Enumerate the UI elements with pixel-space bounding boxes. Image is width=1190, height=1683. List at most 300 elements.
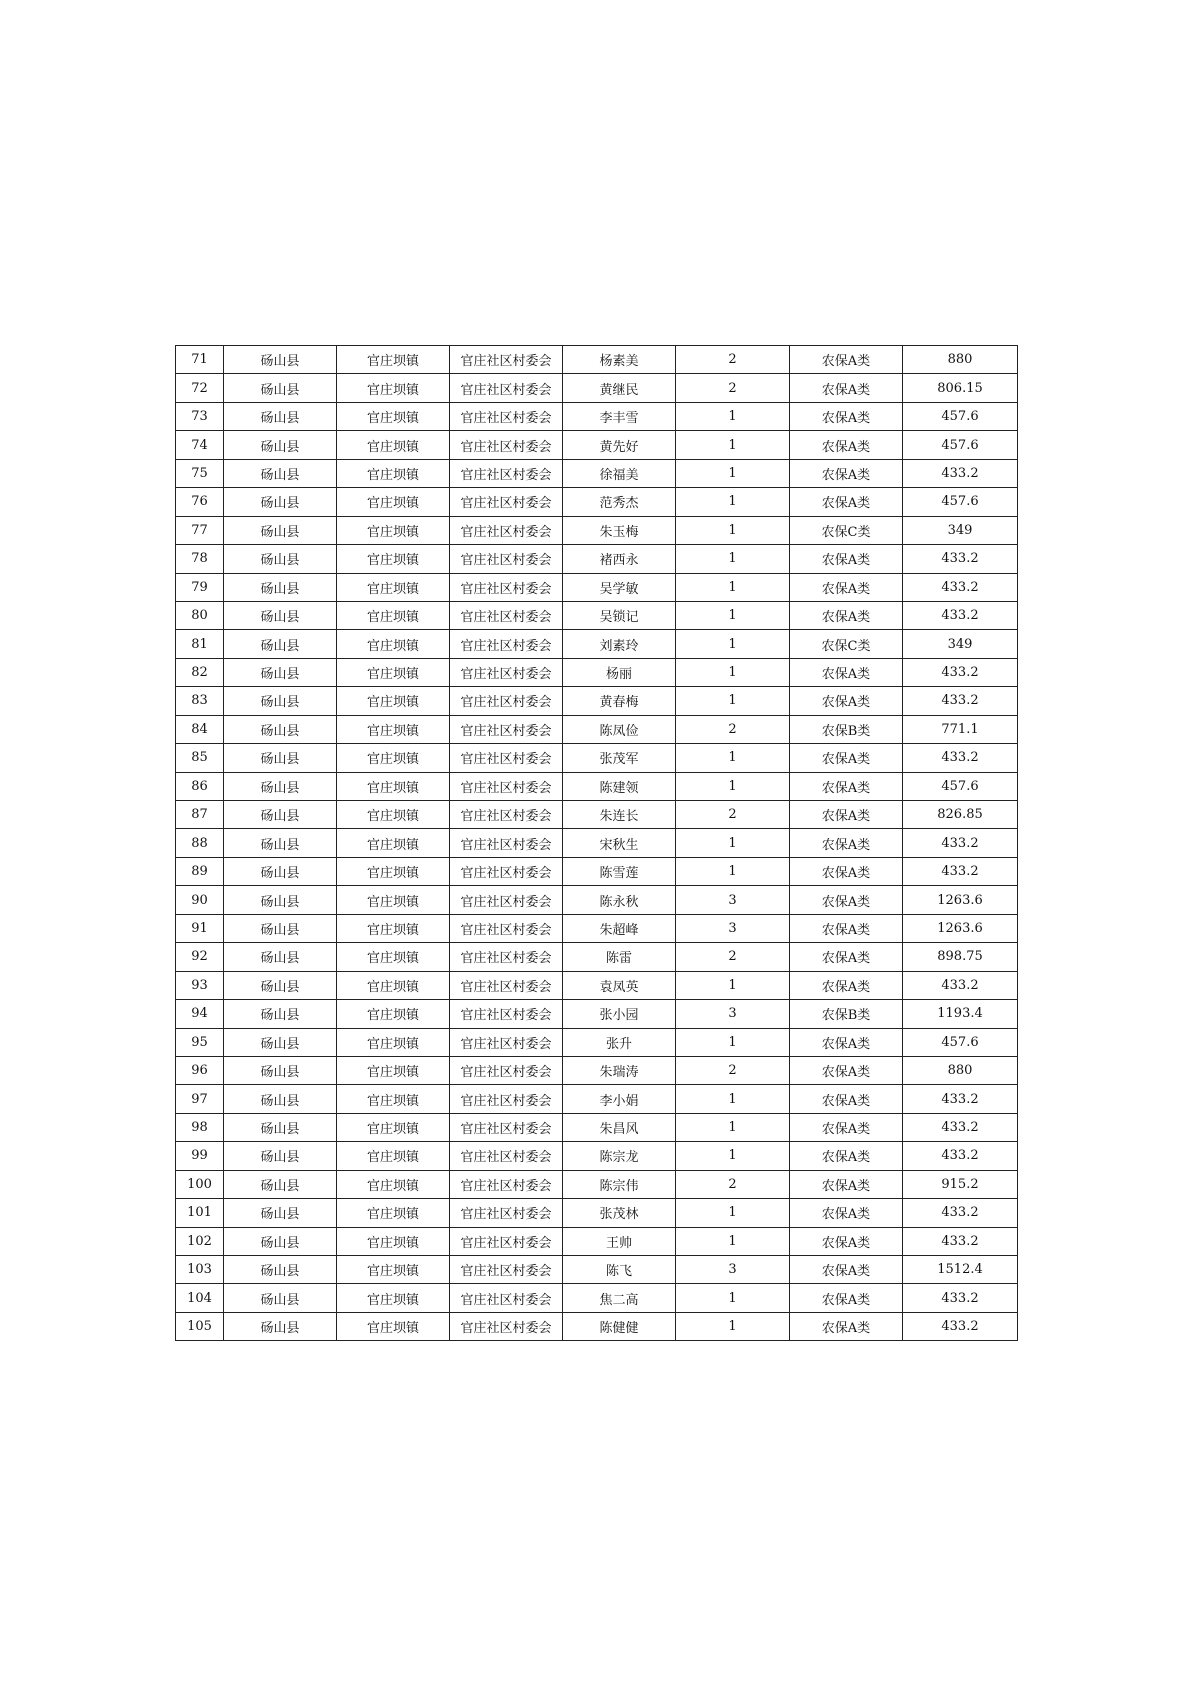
category-cell: 农保A类 [790, 431, 903, 459]
name-cell: 朱昌风 [563, 1113, 676, 1141]
village-committee-cell: 官庄社区村委会 [450, 1085, 563, 1113]
amount-cell: 433.2 [903, 658, 1018, 686]
row-number-cell: 87 [176, 801, 224, 829]
town-cell: 官庄坝镇 [337, 1056, 450, 1084]
category-cell: 农保A类 [790, 374, 903, 402]
row-number-cell: 102 [176, 1227, 224, 1255]
town-cell: 官庄坝镇 [337, 1085, 450, 1113]
category-cell: 农保A类 [790, 886, 903, 914]
name-cell: 吴学敏 [563, 573, 676, 601]
village-committee-cell: 官庄社区村委会 [450, 715, 563, 743]
amount-cell: 880 [903, 1056, 1018, 1084]
table-row [176, 601, 1018, 629]
roster-table-body [176, 346, 1018, 1341]
name-cell: 袁凤英 [563, 971, 676, 999]
category-cell: 农保A类 [790, 772, 903, 800]
county-cell: 砀山县 [224, 346, 337, 374]
table-row [176, 1085, 1018, 1113]
name-cell: 宋秋生 [563, 829, 676, 857]
household-size-cell: 2 [676, 943, 790, 971]
category-cell: 农保A类 [790, 1113, 903, 1141]
amount-cell: 457.6 [903, 431, 1018, 459]
village-committee-cell: 官庄社区村委会 [450, 459, 563, 487]
county-cell: 砀山县 [224, 488, 337, 516]
town-cell: 官庄坝镇 [337, 772, 450, 800]
household-size-cell: 1 [676, 1199, 790, 1227]
row-number-cell: 88 [176, 829, 224, 857]
name-cell: 徐福美 [563, 459, 676, 487]
row-number-cell: 90 [176, 886, 224, 914]
name-cell: 李丰雪 [563, 402, 676, 430]
name-cell: 黄先好 [563, 431, 676, 459]
name-cell: 张茂军 [563, 744, 676, 772]
household-size-cell: 1 [676, 971, 790, 999]
amount-cell: 433.2 [903, 1227, 1018, 1255]
village-committee-cell: 官庄社区村委会 [450, 1056, 563, 1084]
amount-cell: 433.2 [903, 687, 1018, 715]
household-size-cell: 3 [676, 914, 790, 942]
table-row [176, 857, 1018, 885]
household-size-cell: 1 [676, 516, 790, 544]
amount-cell: 433.2 [903, 1199, 1018, 1227]
name-cell: 陈宗龙 [563, 1142, 676, 1170]
town-cell: 官庄坝镇 [337, 1256, 450, 1284]
table-row [176, 573, 1018, 601]
household-size-cell: 1 [676, 459, 790, 487]
name-cell: 陈宗伟 [563, 1170, 676, 1198]
row-number-cell: 94 [176, 1000, 224, 1028]
table-row [176, 971, 1018, 999]
county-cell: 砀山县 [224, 545, 337, 573]
table-row [176, 545, 1018, 573]
town-cell: 官庄坝镇 [337, 1284, 450, 1312]
table-row [176, 431, 1018, 459]
household-size-cell: 2 [676, 801, 790, 829]
table-row [176, 1256, 1018, 1284]
row-number-cell: 83 [176, 687, 224, 715]
village-committee-cell: 官庄社区村委会 [450, 374, 563, 402]
table-row [176, 943, 1018, 971]
town-cell: 官庄坝镇 [337, 1028, 450, 1056]
category-cell: 农保A类 [790, 687, 903, 715]
household-size-cell: 1 [676, 1113, 790, 1141]
name-cell: 杨丽 [563, 658, 676, 686]
household-size-cell: 1 [676, 1312, 790, 1340]
town-cell: 官庄坝镇 [337, 459, 450, 487]
amount-cell: 457.6 [903, 1028, 1018, 1056]
household-size-cell: 1 [676, 630, 790, 658]
category-cell: 农保A类 [790, 658, 903, 686]
row-number-cell: 76 [176, 488, 224, 516]
name-cell: 焦二高 [563, 1284, 676, 1312]
name-cell: 张小园 [563, 1000, 676, 1028]
town-cell: 官庄坝镇 [337, 1113, 450, 1141]
village-committee-cell: 官庄社区村委会 [450, 516, 563, 544]
row-number-cell: 98 [176, 1113, 224, 1141]
row-number-cell: 79 [176, 573, 224, 601]
name-cell: 朱玉梅 [563, 516, 676, 544]
amount-cell: 433.2 [903, 1312, 1018, 1340]
name-cell: 陈雷 [563, 943, 676, 971]
category-cell: 农保A类 [790, 829, 903, 857]
village-committee-cell: 官庄社区村委会 [450, 545, 563, 573]
row-number-cell: 105 [176, 1312, 224, 1340]
table-row [176, 801, 1018, 829]
category-cell: 农保C类 [790, 516, 903, 544]
village-committee-cell: 官庄社区村委会 [450, 431, 563, 459]
row-number-cell: 85 [176, 744, 224, 772]
village-committee-cell: 官庄社区村委会 [450, 886, 563, 914]
name-cell: 黄春梅 [563, 687, 676, 715]
row-number-cell: 96 [176, 1056, 224, 1084]
village-committee-cell: 官庄社区村委会 [450, 573, 563, 601]
name-cell: 范秀杰 [563, 488, 676, 516]
town-cell: 官庄坝镇 [337, 516, 450, 544]
household-size-cell: 3 [676, 1000, 790, 1028]
county-cell: 砀山县 [224, 801, 337, 829]
table-row [176, 1056, 1018, 1084]
category-cell: 农保A类 [790, 801, 903, 829]
village-committee-cell: 官庄社区村委会 [450, 346, 563, 374]
amount-cell: 433.2 [903, 1113, 1018, 1141]
household-size-cell: 1 [676, 772, 790, 800]
household-size-cell: 1 [676, 1085, 790, 1113]
row-number-cell: 81 [176, 630, 224, 658]
amount-cell: 433.2 [903, 829, 1018, 857]
table-row [176, 630, 1018, 658]
household-size-cell: 1 [676, 402, 790, 430]
amount-cell: 826.85 [903, 801, 1018, 829]
village-committee-cell: 官庄社区村委会 [450, 829, 563, 857]
category-cell: 农保A类 [790, 1085, 903, 1113]
town-cell: 官庄坝镇 [337, 914, 450, 942]
roster-table [175, 345, 1018, 1341]
village-committee-cell: 官庄社区村委会 [450, 1284, 563, 1312]
amount-cell: 806.15 [903, 374, 1018, 402]
name-cell: 褚西永 [563, 545, 676, 573]
village-committee-cell: 官庄社区村委会 [450, 971, 563, 999]
category-cell: 农保A类 [790, 1170, 903, 1198]
row-number-cell: 82 [176, 658, 224, 686]
town-cell: 官庄坝镇 [337, 601, 450, 629]
household-size-cell: 1 [676, 431, 790, 459]
county-cell: 砀山县 [224, 914, 337, 942]
town-cell: 官庄坝镇 [337, 1312, 450, 1340]
town-cell: 官庄坝镇 [337, 715, 450, 743]
county-cell: 砀山县 [224, 715, 337, 743]
table-row [176, 402, 1018, 430]
category-cell: 农保A类 [790, 346, 903, 374]
amount-cell: 433.2 [903, 573, 1018, 601]
county-cell: 砀山县 [224, 1028, 337, 1056]
household-size-cell: 1 [676, 488, 790, 516]
village-committee-cell: 官庄社区村委会 [450, 1227, 563, 1255]
amount-cell: 880 [903, 346, 1018, 374]
amount-cell: 433.2 [903, 459, 1018, 487]
household-size-cell: 2 [676, 374, 790, 402]
amount-cell: 433.2 [903, 744, 1018, 772]
row-number-cell: 72 [176, 374, 224, 402]
household-size-cell: 3 [676, 1256, 790, 1284]
village-committee-cell: 官庄社区村委会 [450, 402, 563, 430]
name-cell: 张茂林 [563, 1199, 676, 1227]
county-cell: 砀山县 [224, 1056, 337, 1084]
household-size-cell: 2 [676, 1170, 790, 1198]
amount-cell: 457.6 [903, 402, 1018, 430]
table-row [176, 1028, 1018, 1056]
county-cell: 砀山县 [224, 971, 337, 999]
table-row [176, 1312, 1018, 1340]
table-row [176, 459, 1018, 487]
name-cell: 陈飞 [563, 1256, 676, 1284]
village-committee-cell: 官庄社区村委会 [450, 630, 563, 658]
category-cell: 农保A类 [790, 1199, 903, 1227]
amount-cell: 433.2 [903, 971, 1018, 999]
row-number-cell: 92 [176, 943, 224, 971]
row-number-cell: 93 [176, 971, 224, 999]
village-committee-cell: 官庄社区村委会 [450, 1312, 563, 1340]
name-cell: 李小娟 [563, 1085, 676, 1113]
town-cell: 官庄坝镇 [337, 687, 450, 715]
county-cell: 砀山县 [224, 829, 337, 857]
county-cell: 砀山县 [224, 1142, 337, 1170]
name-cell: 黄继民 [563, 374, 676, 402]
village-committee-cell: 官庄社区村委会 [450, 1199, 563, 1227]
town-cell: 官庄坝镇 [337, 545, 450, 573]
table-row [176, 1113, 1018, 1141]
category-cell: 农保A类 [790, 857, 903, 885]
table-row [176, 516, 1018, 544]
table-row [176, 488, 1018, 516]
category-cell: 农保A类 [790, 1284, 903, 1312]
town-cell: 官庄坝镇 [337, 431, 450, 459]
name-cell: 杨素美 [563, 346, 676, 374]
name-cell: 陈永秋 [563, 886, 676, 914]
county-cell: 砀山县 [224, 1227, 337, 1255]
table-row [176, 744, 1018, 772]
village-committee-cell: 官庄社区村委会 [450, 1028, 563, 1056]
category-cell: 农保A类 [790, 914, 903, 942]
table-row [176, 715, 1018, 743]
household-size-cell: 1 [676, 857, 790, 885]
amount-cell: 349 [903, 516, 1018, 544]
county-cell: 砀山县 [224, 658, 337, 686]
town-cell: 官庄坝镇 [337, 801, 450, 829]
household-size-cell: 1 [676, 1142, 790, 1170]
county-cell: 砀山县 [224, 431, 337, 459]
village-committee-cell: 官庄社区村委会 [450, 1000, 563, 1028]
name-cell: 陈凤俭 [563, 715, 676, 743]
household-size-cell: 2 [676, 715, 790, 743]
row-number-cell: 78 [176, 545, 224, 573]
town-cell: 官庄坝镇 [337, 1170, 450, 1198]
amount-cell: 433.2 [903, 545, 1018, 573]
amount-cell: 433.2 [903, 1085, 1018, 1113]
village-committee-cell: 官庄社区村委会 [450, 914, 563, 942]
category-cell: 农保A类 [790, 1142, 903, 1170]
category-cell: 农保A类 [790, 488, 903, 516]
town-cell: 官庄坝镇 [337, 488, 450, 516]
town-cell: 官庄坝镇 [337, 829, 450, 857]
amount-cell: 433.2 [903, 601, 1018, 629]
name-cell: 王帅 [563, 1227, 676, 1255]
table-row [176, 1284, 1018, 1312]
county-cell: 砀山县 [224, 744, 337, 772]
row-number-cell: 101 [176, 1199, 224, 1227]
town-cell: 官庄坝镇 [337, 1227, 450, 1255]
amount-cell: 349 [903, 630, 1018, 658]
table-row [176, 687, 1018, 715]
table-row [176, 1170, 1018, 1198]
amount-cell: 898.75 [903, 943, 1018, 971]
town-cell: 官庄坝镇 [337, 630, 450, 658]
row-number-cell: 97 [176, 1085, 224, 1113]
row-number-cell: 99 [176, 1142, 224, 1170]
village-committee-cell: 官庄社区村委会 [450, 601, 563, 629]
table-row [176, 1199, 1018, 1227]
amount-cell: 1193.4 [903, 1000, 1018, 1028]
town-cell: 官庄坝镇 [337, 402, 450, 430]
category-cell: 农保A类 [790, 601, 903, 629]
category-cell: 农保A类 [790, 943, 903, 971]
table-row [176, 1142, 1018, 1170]
row-number-cell: 77 [176, 516, 224, 544]
village-committee-cell: 官庄社区村委会 [450, 744, 563, 772]
name-cell: 朱超峰 [563, 914, 676, 942]
name-cell: 吴锁记 [563, 601, 676, 629]
amount-cell: 433.2 [903, 1142, 1018, 1170]
village-committee-cell: 官庄社区村委会 [450, 658, 563, 686]
name-cell: 陈雪莲 [563, 857, 676, 885]
town-cell: 官庄坝镇 [337, 1142, 450, 1170]
row-number-cell: 74 [176, 431, 224, 459]
household-size-cell: 1 [676, 545, 790, 573]
village-committee-cell: 官庄社区村委会 [450, 943, 563, 971]
category-cell: 农保A类 [790, 1312, 903, 1340]
category-cell: 农保A类 [790, 1056, 903, 1084]
amount-cell: 457.6 [903, 772, 1018, 800]
category-cell: 农保A类 [790, 1256, 903, 1284]
county-cell: 砀山县 [224, 1113, 337, 1141]
name-cell: 刘素玲 [563, 630, 676, 658]
county-cell: 砀山县 [224, 601, 337, 629]
amount-cell: 915.2 [903, 1170, 1018, 1198]
row-number-cell: 80 [176, 601, 224, 629]
amount-cell: 771.1 [903, 715, 1018, 743]
village-committee-cell: 官庄社区村委会 [450, 801, 563, 829]
amount-cell: 1512.4 [903, 1256, 1018, 1284]
table-row [176, 658, 1018, 686]
town-cell: 官庄坝镇 [337, 971, 450, 999]
town-cell: 官庄坝镇 [337, 658, 450, 686]
town-cell: 官庄坝镇 [337, 1199, 450, 1227]
county-cell: 砀山县 [224, 857, 337, 885]
household-size-cell: 2 [676, 1056, 790, 1084]
table-row [176, 1000, 1018, 1028]
county-cell: 砀山县 [224, 886, 337, 914]
village-committee-cell: 官庄社区村委会 [450, 1170, 563, 1198]
amount-cell: 1263.6 [903, 886, 1018, 914]
county-cell: 砀山县 [224, 1256, 337, 1284]
row-number-cell: 89 [176, 857, 224, 885]
category-cell: 农保A类 [790, 1227, 903, 1255]
village-committee-cell: 官庄社区村委会 [450, 488, 563, 516]
category-cell: 农保A类 [790, 971, 903, 999]
household-size-cell: 1 [676, 829, 790, 857]
amount-cell: 433.2 [903, 1284, 1018, 1312]
table-row [176, 829, 1018, 857]
county-cell: 砀山县 [224, 402, 337, 430]
amount-cell: 433.2 [903, 857, 1018, 885]
category-cell: 农保A类 [790, 744, 903, 772]
village-committee-cell: 官庄社区村委会 [450, 1113, 563, 1141]
town-cell: 官庄坝镇 [337, 573, 450, 601]
town-cell: 官庄坝镇 [337, 346, 450, 374]
town-cell: 官庄坝镇 [337, 374, 450, 402]
table-row [176, 772, 1018, 800]
household-size-cell: 1 [676, 687, 790, 715]
table-row [176, 374, 1018, 402]
village-committee-cell: 官庄社区村委会 [450, 1256, 563, 1284]
household-size-cell: 1 [676, 1284, 790, 1312]
row-number-cell: 75 [176, 459, 224, 487]
town-cell: 官庄坝镇 [337, 943, 450, 971]
category-cell: 农保C类 [790, 630, 903, 658]
town-cell: 官庄坝镇 [337, 857, 450, 885]
county-cell: 砀山县 [224, 1284, 337, 1312]
row-number-cell: 91 [176, 914, 224, 942]
household-size-cell: 1 [676, 1227, 790, 1255]
household-size-cell: 1 [676, 744, 790, 772]
name-cell: 朱瑞涛 [563, 1056, 676, 1084]
town-cell: 官庄坝镇 [337, 744, 450, 772]
household-size-cell: 1 [676, 658, 790, 686]
row-number-cell: 103 [176, 1256, 224, 1284]
household-size-cell: 1 [676, 573, 790, 601]
table-row [176, 346, 1018, 374]
category-cell: 农保A类 [790, 402, 903, 430]
amount-cell: 1263.6 [903, 914, 1018, 942]
table-row [176, 886, 1018, 914]
row-number-cell: 86 [176, 772, 224, 800]
name-cell: 陈建领 [563, 772, 676, 800]
county-cell: 砀山县 [224, 630, 337, 658]
household-size-cell: 3 [676, 886, 790, 914]
village-committee-cell: 官庄社区村委会 [450, 687, 563, 715]
town-cell: 官庄坝镇 [337, 886, 450, 914]
category-cell: 农保A类 [790, 1028, 903, 1056]
row-number-cell: 73 [176, 402, 224, 430]
category-cell: 农保A类 [790, 459, 903, 487]
county-cell: 砀山县 [224, 573, 337, 601]
category-cell: 农保A类 [790, 545, 903, 573]
county-cell: 砀山县 [224, 1199, 337, 1227]
village-committee-cell: 官庄社区村委会 [450, 1142, 563, 1170]
household-size-cell: 1 [676, 1028, 790, 1056]
town-cell: 官庄坝镇 [337, 1000, 450, 1028]
county-cell: 砀山县 [224, 687, 337, 715]
row-number-cell: 104 [176, 1284, 224, 1312]
village-committee-cell: 官庄社区村委会 [450, 772, 563, 800]
category-cell: 农保A类 [790, 573, 903, 601]
row-number-cell: 100 [176, 1170, 224, 1198]
row-number-cell: 95 [176, 1028, 224, 1056]
county-cell: 砀山县 [224, 1000, 337, 1028]
county-cell: 砀山县 [224, 374, 337, 402]
table-row [176, 914, 1018, 942]
county-cell: 砀山县 [224, 1170, 337, 1198]
name-cell: 朱连长 [563, 801, 676, 829]
